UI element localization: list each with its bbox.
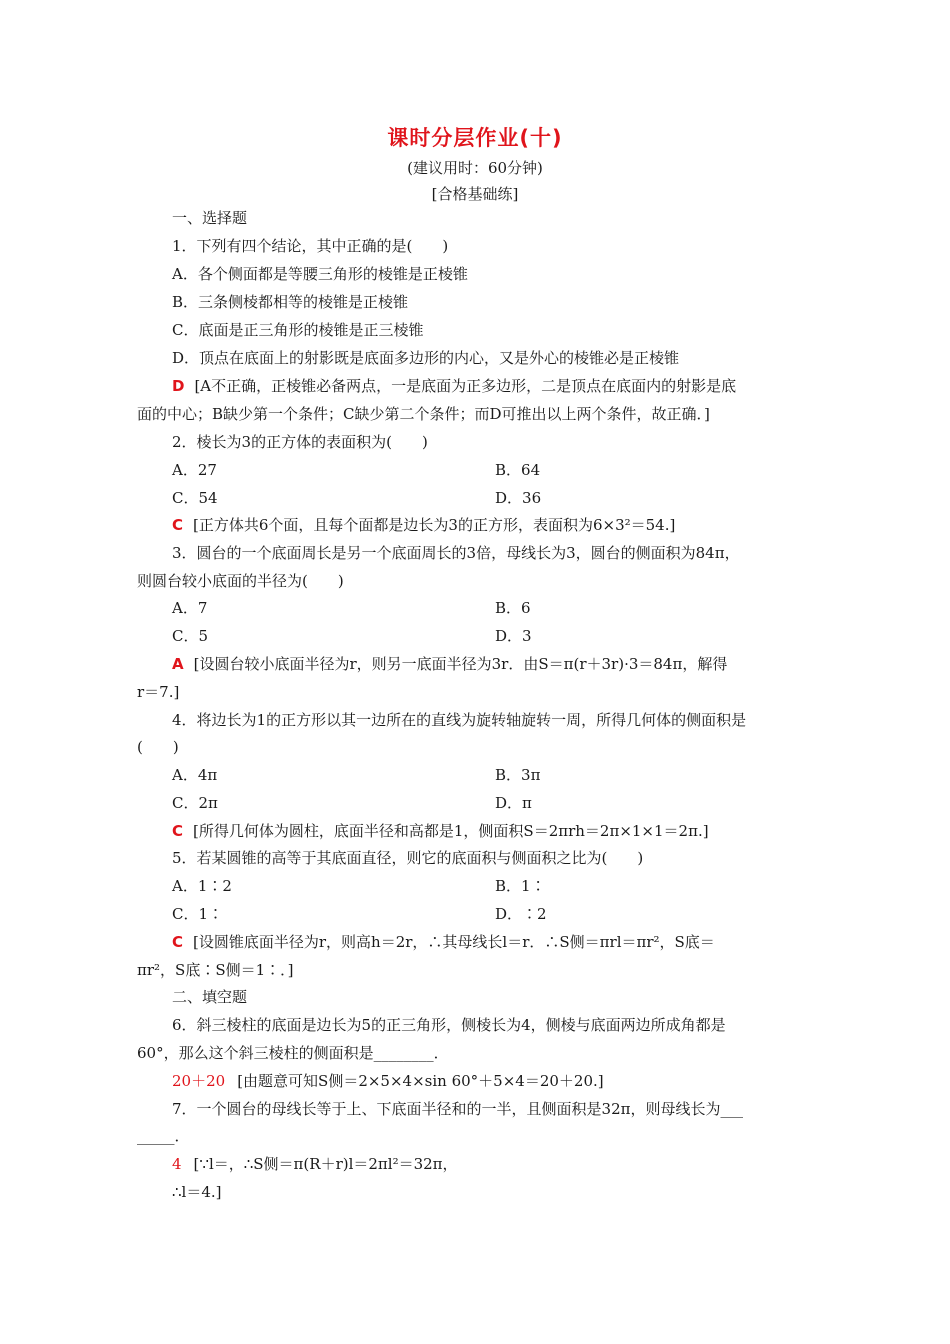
q4-stem-2: ( ) [137,738,179,756]
q4-answer-key: C [172,822,184,840]
q1-explanation-2: 面的中心；B缺少第一个条件；C缺少第二个条件；而D可推出以上两个条件，故正确．] [137,405,710,423]
q5-option-b: B．1∶ [495,877,546,895]
q1-option-c: C．底面是正三角形的棱锥是正三棱锥 [172,321,424,339]
q3-answer [172,654,727,674]
q4-option-d: D．π [495,794,532,812]
q5-explanation-1: [设圆锥底面半径为r，则高h＝2r，∴其母线长l＝r．∴S侧＝πrl＝πr²，S底＝ [193,933,715,951]
q7-answer [172,1154,458,1174]
q5-explanation-2: πr²，S底∶S侧＝1∶．] [137,961,294,979]
q6-stem-1: 6．斜三棱柱的底面是边长为5的正三角形，侧棱长为4，侧棱与底面两边所成角都是 [172,1016,726,1034]
q1-explanation-1: [A不正确，正棱锥必备两点，一是底面为正多边形，二是顶点在底面内的射影是底 [194,377,737,395]
q5-answer [172,932,715,952]
q7-explanation-1: [∵l＝，∴S侧＝π(R＋r)l＝2πl²＝32π， [193,1155,458,1173]
q4-option-b: B．3π [495,766,541,784]
q7-answer-key: 4 [172,1155,182,1173]
section-fill: 二、填空题 [172,988,248,1006]
q2-explanation: [正方体共6个面，且每个面都是边长为3的正方形，表面积为6×3²＝54.] [193,516,676,534]
section-choice: 一、选择题 [172,209,248,227]
q1-answer-key: D [172,377,185,395]
q7-explanation-2: ∴l＝4.] [172,1183,222,1201]
level-heading: [合格基础练] [431,185,519,203]
q3-stem-2: 则圆台较小底面的半径为( ) [137,572,344,590]
q1-answer [172,376,736,396]
q5-option-c: C．1∶ [172,905,224,923]
page-title: 课时分层作业(十) [387,126,563,150]
q2-option-a: A．27 [172,461,217,479]
q2-answer [172,515,675,535]
q1-stem: 1．下列有四个结论，其中正确的是( ) [172,237,449,255]
q4-option-a: A．4π [172,766,218,784]
q2-option-d: D．36 [495,489,542,507]
q3-option-d: D．3 [495,627,532,645]
q1-option-d: D．顶点在底面上的射影既是底面多边形的内心，又是外心的棱锥必是正棱锥 [172,349,680,367]
q4-answer [172,821,709,841]
q3-explanation-1: [设圆台较小底面半径为r，则另一底面半径为3r．由S＝π(r＋3r)·3＝84π，解得 [193,655,728,673]
q6-answer-key: 20＋20 [172,1072,226,1090]
q6-stem-2: 60°，那么这个斜三棱柱的侧面积是________． [137,1044,449,1062]
q6-answer [172,1071,604,1091]
q5-option-a: A．1∶2 [172,877,232,895]
q2-answer-key: C [172,516,184,534]
q7-stem-2: _____． [137,1127,190,1145]
q2-stem: 2．棱长为3的正方体的表面积为( ) [172,433,428,451]
q4-explanation: [所得几何体为圆柱，底面半径和高都是1，侧面积S＝2πrh＝2π×1×1＝2π.] [193,822,709,840]
q3-explanation-2: r＝7.] [137,683,180,701]
q4-option-c: C．2π [172,794,218,812]
q5-answer-key: C [172,933,184,951]
time-hint: (建议用时：60分钟) [407,159,543,177]
q1-option-a: A．各个侧面都是等腰三角形的棱锥是正棱锥 [172,265,468,283]
q5-stem: 5．若某圆锥的高等于其底面直径，则它的底面积与侧面积之比为( ) [172,849,644,867]
q3-option-a: A．7 [172,599,208,617]
q3-answer-key: A [172,655,184,673]
q5-option-d: D．∶2 [495,905,547,923]
q3-option-c: C．5 [172,627,209,645]
q6-explanation: [由题意可知S侧＝2×5×4×sin 60°＋5×4＝20＋20.] [237,1072,604,1090]
q2-option-b: B．64 [495,461,541,479]
q7-stem-1: 7．一个圆台的母线长等于上、下底面半径和的一半，且侧面积是32π，则母线长为___ [172,1100,743,1118]
q3-option-b: B．6 [495,599,531,617]
q1-option-b: B．三条侧棱都相等的棱锥是正棱锥 [172,293,409,311]
q3-stem-1: 3．圆台的一个底面周长是另一个底面周长的3倍，母线长为3，圆台的侧面积为84π， [172,544,740,562]
q2-option-c: C．54 [172,489,218,507]
q4-stem-1: 4．将边长为1的正方形以其一边所在的直线为旋转轴旋转一周，所得几何体的侧面积是 [172,711,747,729]
